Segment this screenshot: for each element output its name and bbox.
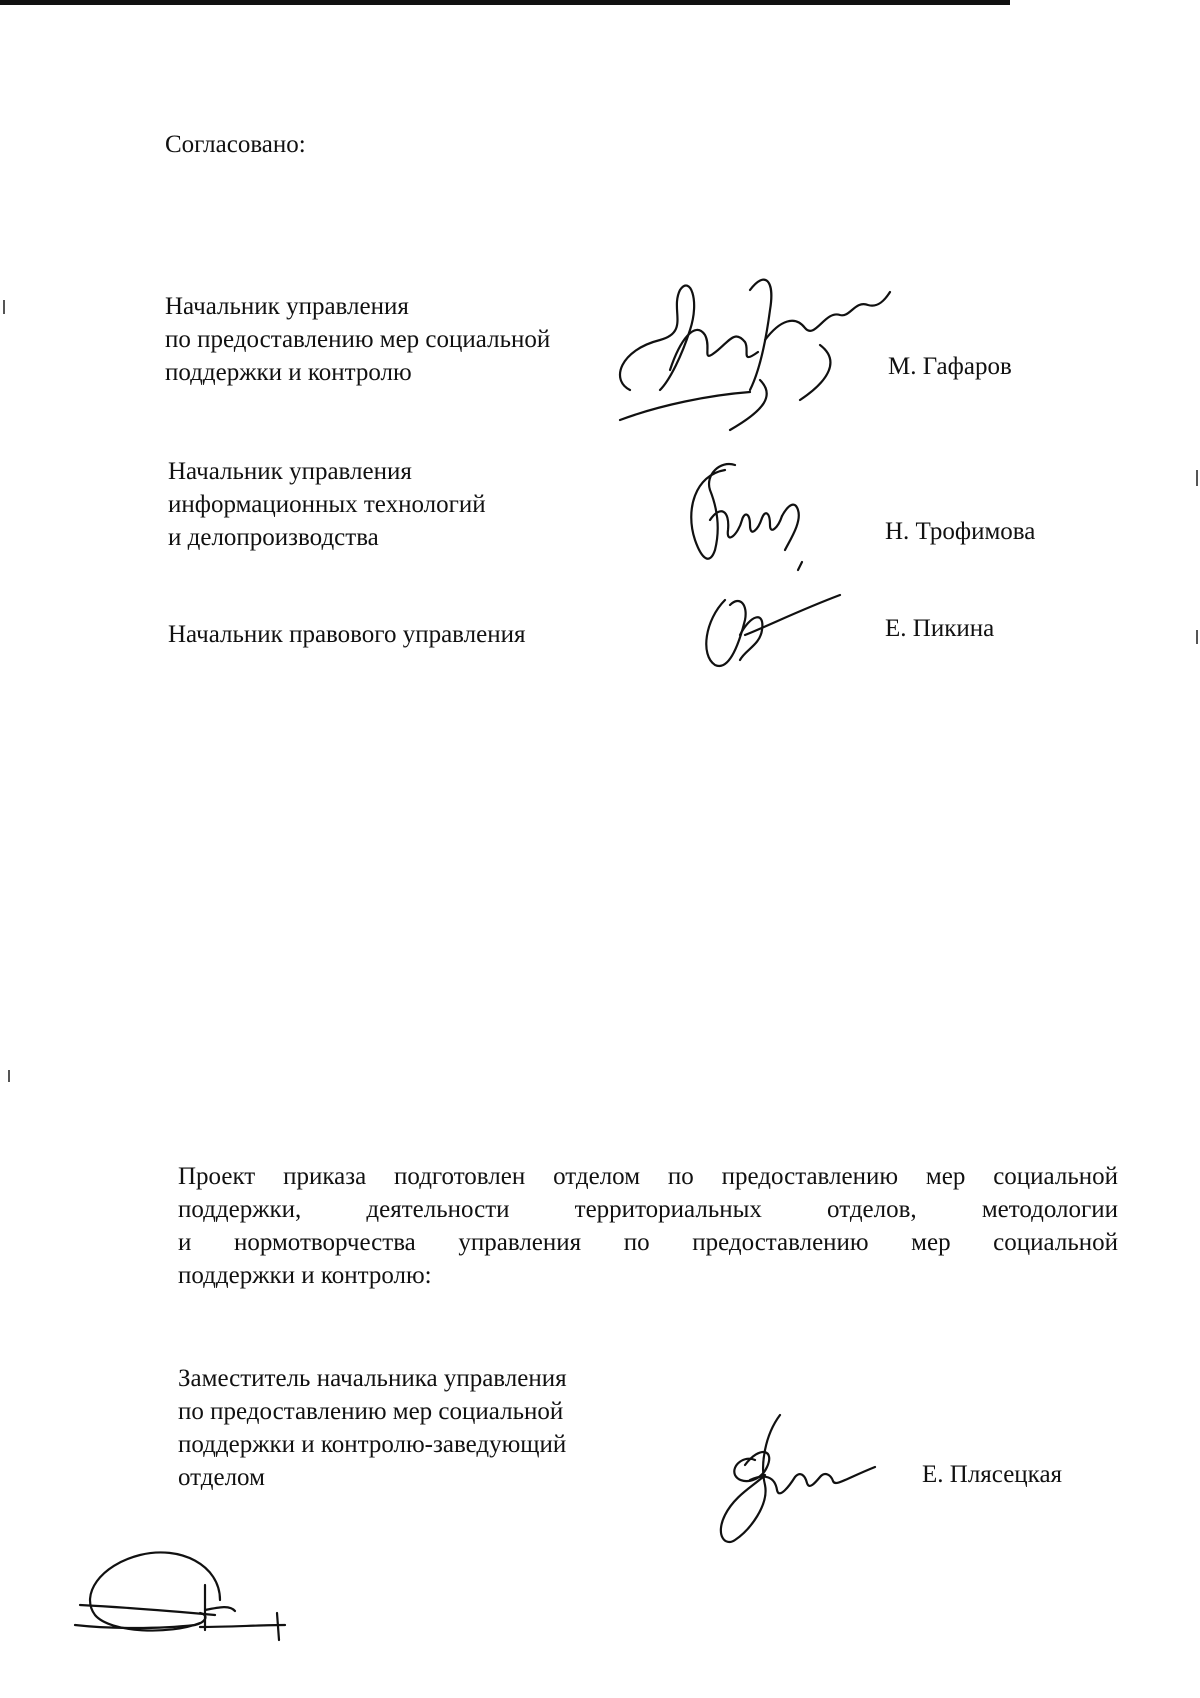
title-line: Начальник управления bbox=[168, 458, 412, 485]
title-line: Начальник управления bbox=[165, 293, 409, 320]
approver-name-gafarov: М. Гафаров bbox=[888, 353, 1012, 380]
approver-title-gafarov bbox=[165, 290, 550, 389]
title-line: отделом bbox=[178, 1464, 265, 1491]
initials-mark bbox=[70, 1545, 300, 1665]
paragraph-line: Проект приказа подготовлен отделом по предоставлению мер социальной bbox=[178, 1163, 1118, 1190]
agreed-heading: Согласовано: bbox=[165, 131, 306, 158]
deputy-title bbox=[178, 1362, 567, 1494]
title-line: и делопроизводства bbox=[168, 524, 379, 551]
title-line: по предоставлению мер социальной bbox=[178, 1398, 564, 1425]
prepared-by-paragraph bbox=[178, 1160, 1118, 1292]
approver-title-trofimova bbox=[168, 455, 486, 554]
title-line: по предоставлению мер социальной bbox=[165, 326, 551, 353]
approver-name-pikina: Е. Пикина bbox=[885, 615, 995, 642]
scan-speck bbox=[8, 1070, 10, 1082]
title-line: поддержки и контролю-заведующий bbox=[178, 1431, 567, 1458]
paragraph-line: поддержки, деятельности территориальных отделов, методологии bbox=[178, 1196, 1118, 1223]
signature-plyasetskaya bbox=[705, 1405, 885, 1550]
title-line: поддержки и контролю bbox=[165, 359, 412, 386]
approver-title-pikina: Начальник правового управления bbox=[168, 621, 526, 648]
paragraph-line: и нормотворчества управления по предоставлению мер социальной bbox=[178, 1229, 1118, 1256]
scan-speck bbox=[1196, 630, 1198, 644]
scan-speck bbox=[1196, 470, 1198, 486]
paragraph-line: поддержки и контролю: bbox=[178, 1262, 432, 1289]
title-line: Заместитель начальника управления bbox=[178, 1365, 567, 1392]
approver-name-trofimova: Н. Трофимова bbox=[885, 518, 1036, 545]
signature-pikina bbox=[690, 580, 850, 680]
signature-trofimova bbox=[680, 450, 830, 580]
scan-speck bbox=[3, 300, 5, 314]
title-line: информационных технологий bbox=[168, 491, 486, 518]
signature-gafarov bbox=[600, 270, 900, 440]
deputy-name: Е. Плясецкая bbox=[922, 1461, 1063, 1488]
scan-top-edge bbox=[0, 0, 1010, 5]
